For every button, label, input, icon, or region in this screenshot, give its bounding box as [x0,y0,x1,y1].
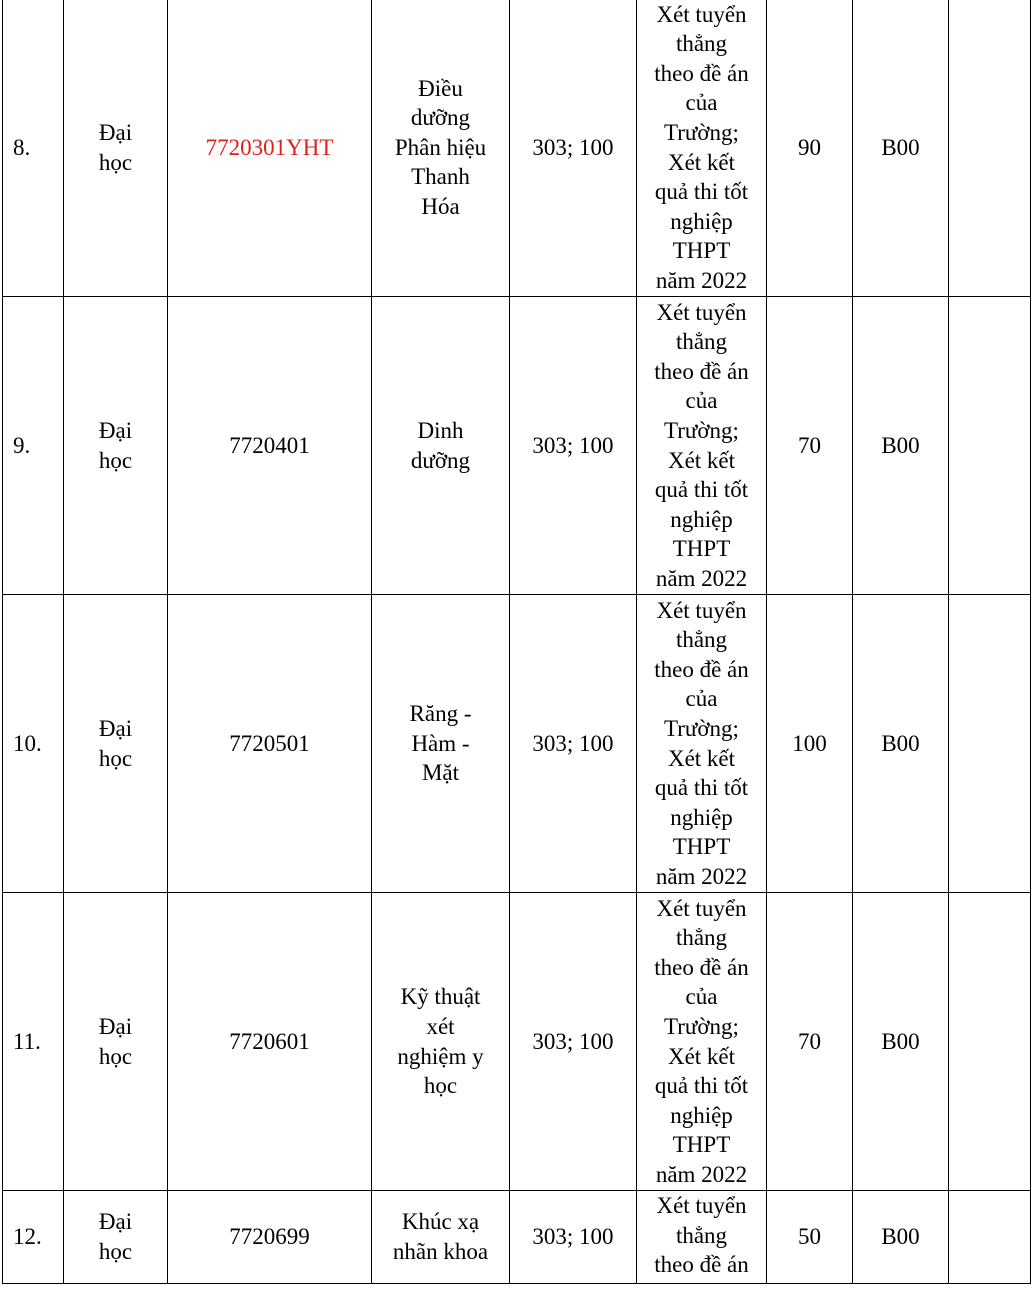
major-code: 7720301YHT [168,0,372,297]
quota: 70 [767,297,853,595]
quota: 70 [767,893,853,1191]
note-cell [949,0,1031,297]
subject-combination: B00 [853,0,949,297]
subject-combination: B00 [853,297,949,595]
row-number: 9. [3,297,64,595]
education-level: Đại học [64,595,168,893]
subject-combination: B00 [853,595,949,893]
major-name: Điều dưỡng Phân hiệu Thanh Hóa [372,0,510,297]
major-name: Khúc xạ nhãn khoa [372,1191,510,1284]
admission-method: Xét tuyển thẳng theo đề án của Trường; Xét kết quả thi tốt nghiệp THPT năm 2022 [637,595,767,893]
major-code: 7720401 [168,297,372,595]
major-name: Kỹ thuật xét nghiệm y học [372,893,510,1191]
admission-method: Xét tuyển thẳng theo đề án của Trường; Xét kết quả thi tốt nghiệp THPT năm 2022 [637,0,767,297]
table-row [3,595,1031,893]
row-number: 8. [3,0,64,297]
education-level: Đại học [64,893,168,1191]
row-number: 11. [3,893,64,1191]
admission-method: Xét tuyển thẳng theo đề án của Trường; Xét kết quả thi tốt nghiệp THPT năm 2022 [637,297,767,595]
major-code: 7720601 [168,893,372,1191]
major-code: 7720501 [168,595,372,893]
note-cell [949,1191,1031,1284]
quota: 50 [767,1191,853,1284]
admission-method-code: 303; 100 [510,0,637,297]
row-number: 10. [3,595,64,893]
quota: 100 [767,595,853,893]
table-row [3,1191,1031,1284]
education-level: Đại học [64,297,168,595]
major-code: 7720699 [168,1191,372,1284]
admission-method-code: 303; 100 [510,595,637,893]
admission-method: Xét tuyển thẳng theo đề án của Trường; Xét kết quả thi tốt nghiệp THPT năm 2022 [637,893,767,1191]
education-level: Đại học [64,0,168,297]
note-cell [949,893,1031,1191]
admissions-table [2,0,1031,1284]
education-level: Đại học [64,1191,168,1284]
table-row [3,297,1031,595]
admission-method: Xét tuyển thẳng theo đề án [637,1191,767,1284]
table-row [3,893,1031,1191]
subject-combination: B00 [853,893,949,1191]
admission-method-code: 303; 100 [510,1191,637,1284]
subject-combination: B00 [853,1191,949,1284]
major-name: Răng - Hàm - Mặt [372,595,510,893]
admission-method-code: 303; 100 [510,893,637,1191]
admission-method-code: 303; 100 [510,297,637,595]
table-row [3,0,1031,297]
major-name: Dinh dưỡng [372,297,510,595]
row-number: 12. [3,1191,64,1284]
note-cell [949,297,1031,595]
note-cell [949,595,1031,893]
quota: 90 [767,0,853,297]
